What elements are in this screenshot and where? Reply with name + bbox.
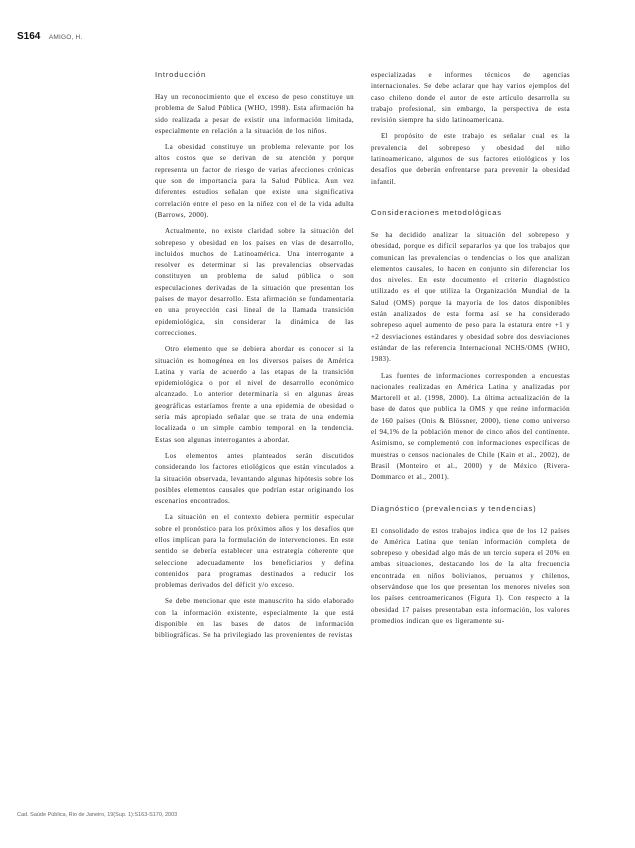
paragraph: La obesidad constituye un problema relevante por los altos costos que se derivan de su atención y porque representa un factor de riesgo de varias afecciones crónicas que son de importancia para la Salud Pública. Aun vez diferentes estudios señalan que existe una significativa correlación entre el peso en la niñez con el de la vida adulta (Barrows, 2000).: [155, 143, 354, 219]
paragraph: Las fuentes de informaciones corresponden a encuestas nacionales realizadas en América Latina y analizadas por Martorell et al. (1998, 2000). La última actualización de la base de datos que publica la OMS y que reúne información de 160 países (Onis & Blössner, 2000), tiene como universo el 94,1% de la población menor de cinco años del continente. Asimismo, se complementó con informaciones específicas de muestras o censos nacionales de Chile (Kain et al., 2002), de Brasil (Monteiro et al., 2000) y de México (Rivera-Dommarco et al., 2001).: [371, 371, 570, 482]
paragraph: El consolidado de estos trabajos indica que de los 12 países de América Latina que tenían información completa de sobrepeso y obesidad algo más de un tercio supera el 20% en ambas situaciones, destacando los de la alta frecuencia encontrada en niños bolivianos, peruanos y chilenos, observándose que los que presentan los menores niveles son los países centroamericanos (Figura 1). Con respecto a la obesidad 17 países presentaban esta información, los valores promedios indican que es ligeramente su-: [371, 526, 570, 625]
paragraph: El propósito de este trabajo es señalar cual es la prevalencia del sobrepeso y obesidad del niño latinoamericano, algunos de sus factores etiológicos y los desafíos que deberán enfrentarse para prevenir la obesidad infantil.: [371, 132, 570, 186]
paragraph: Actualmente, no existe claridad sobre la situación del sobrepeso y obesidad en los países en vías de desarrollo, incluidos muchos de Latinoamérica. Una interrogante a resolver es determinar si las prevalencias observadas constituyen un problema de salud pública o son especulaciones derivadas de la situación que presentan los países de mayor desarrollo. Esta afirmación se fundamentaría en una proyección casi lineal de la llamada transición epidemiológica, sin considerar la dinámica de las correcciones.: [155, 227, 354, 337]
paragraph: Otro elemento que se debiera abordar es conocer si la situación es homogénea en los diversos países de América Latina y varía de acuerdo a las etapas de la transición epidemiológica o por el nivel de desarrollo económico alcanzado. Lo anterior determinaría si en algunas áreas geográficas estaríamos frente a una epidemia de obesidad o sería más apropiado señalar que se trata de una endemia localizada o un simple cambio temporal en la tendencia. Estas son algunas interrogantes a abordar.: [155, 345, 354, 444]
paragraph: especializadas e informes técnicos de agencias internacionales. Se debe aclarar que hay varios ejemplos del caso chileno donde el autor de este artículo desarrolla su trabajo profesional, sin embargo, la perspectiva de esta revisión siempre ha sido latinoamericana.: [371, 71, 570, 125]
left-column: [155, 70, 354, 642]
section-title-diagnostico: Diagnóstico (prevalencias y tendencias): [371, 503, 537, 513]
section-title-introduccion: Introducción: [155, 70, 206, 79]
section-title-consideraciones: Consideraciones metodológicas: [371, 207, 502, 217]
running-author: AMIGO, H.: [48, 34, 83, 41]
page-header: [17, 26, 82, 44]
paragraph: Se debe mencionar que este manuscrito ha sido elaborado con la información existente, especialmente la que está disponible en las bases de datos de información bibliográficas. Se ha privilegiado las provenientes de revistas: [155, 597, 354, 640]
page-number: S164: [17, 31, 41, 42]
right-column: [371, 70, 570, 627]
paragraph: La situación en el contexto debiera permitir especular sobre el pronóstico para los próximos años y los desafíos que ellos implican para la formulación de intervenciones. En este sentido se debería establecer una estrategia coherente que seleccione adecuadamente los beneficiarios y defina contenidos para programas destinados a reducir los problemas derivados del déficit y/o exceso.: [155, 513, 354, 590]
page-footer-citation: Cad. Saúde Pública, Rio de Janeiro, 19(Sup. 1):S163-S170, 2003: [17, 812, 178, 818]
paragraph: Se ha decidido analizar la situación del sobrepeso y obesidad, porque es difícil separarlos ya que los trabajos que comunican las prevalencias o tendencias o los que analizan elementos causales, lo hacen en conjunto sin diferenciar los dos niveles. En este documento el criterio diagnóstico utilizado es el que utiliza la Organización Mundial de la Salud (OMS) porque la mayoría de los datos disponibles están analizados de esta forma así se ha considerado sobrepeso aquel aumento de peso para la estatura entre +1 y +2 desviaciones estándares y obesidad sobre dos desviaciones estándar de las referencia Internacional NCHS/OMS (WHO, 1983).: [371, 230, 570, 364]
paragraph: Hay un reconocimiento que el exceso de peso constituye un problema de Salud Pública (WHO, 1998). Esta afirmación ha sido realizada a pesar de existir una información limitada, especialmente en relación a la situación de los niños.: [155, 93, 354, 135]
paragraph: Los elementos antes planteados serán discutidos considerando los factores etiológicos que están vinculados a la situación observada, levantando algunas hipótesis sobre los posibles elementos causales que podrían estar originando los escenarios encontrados.: [155, 451, 354, 506]
